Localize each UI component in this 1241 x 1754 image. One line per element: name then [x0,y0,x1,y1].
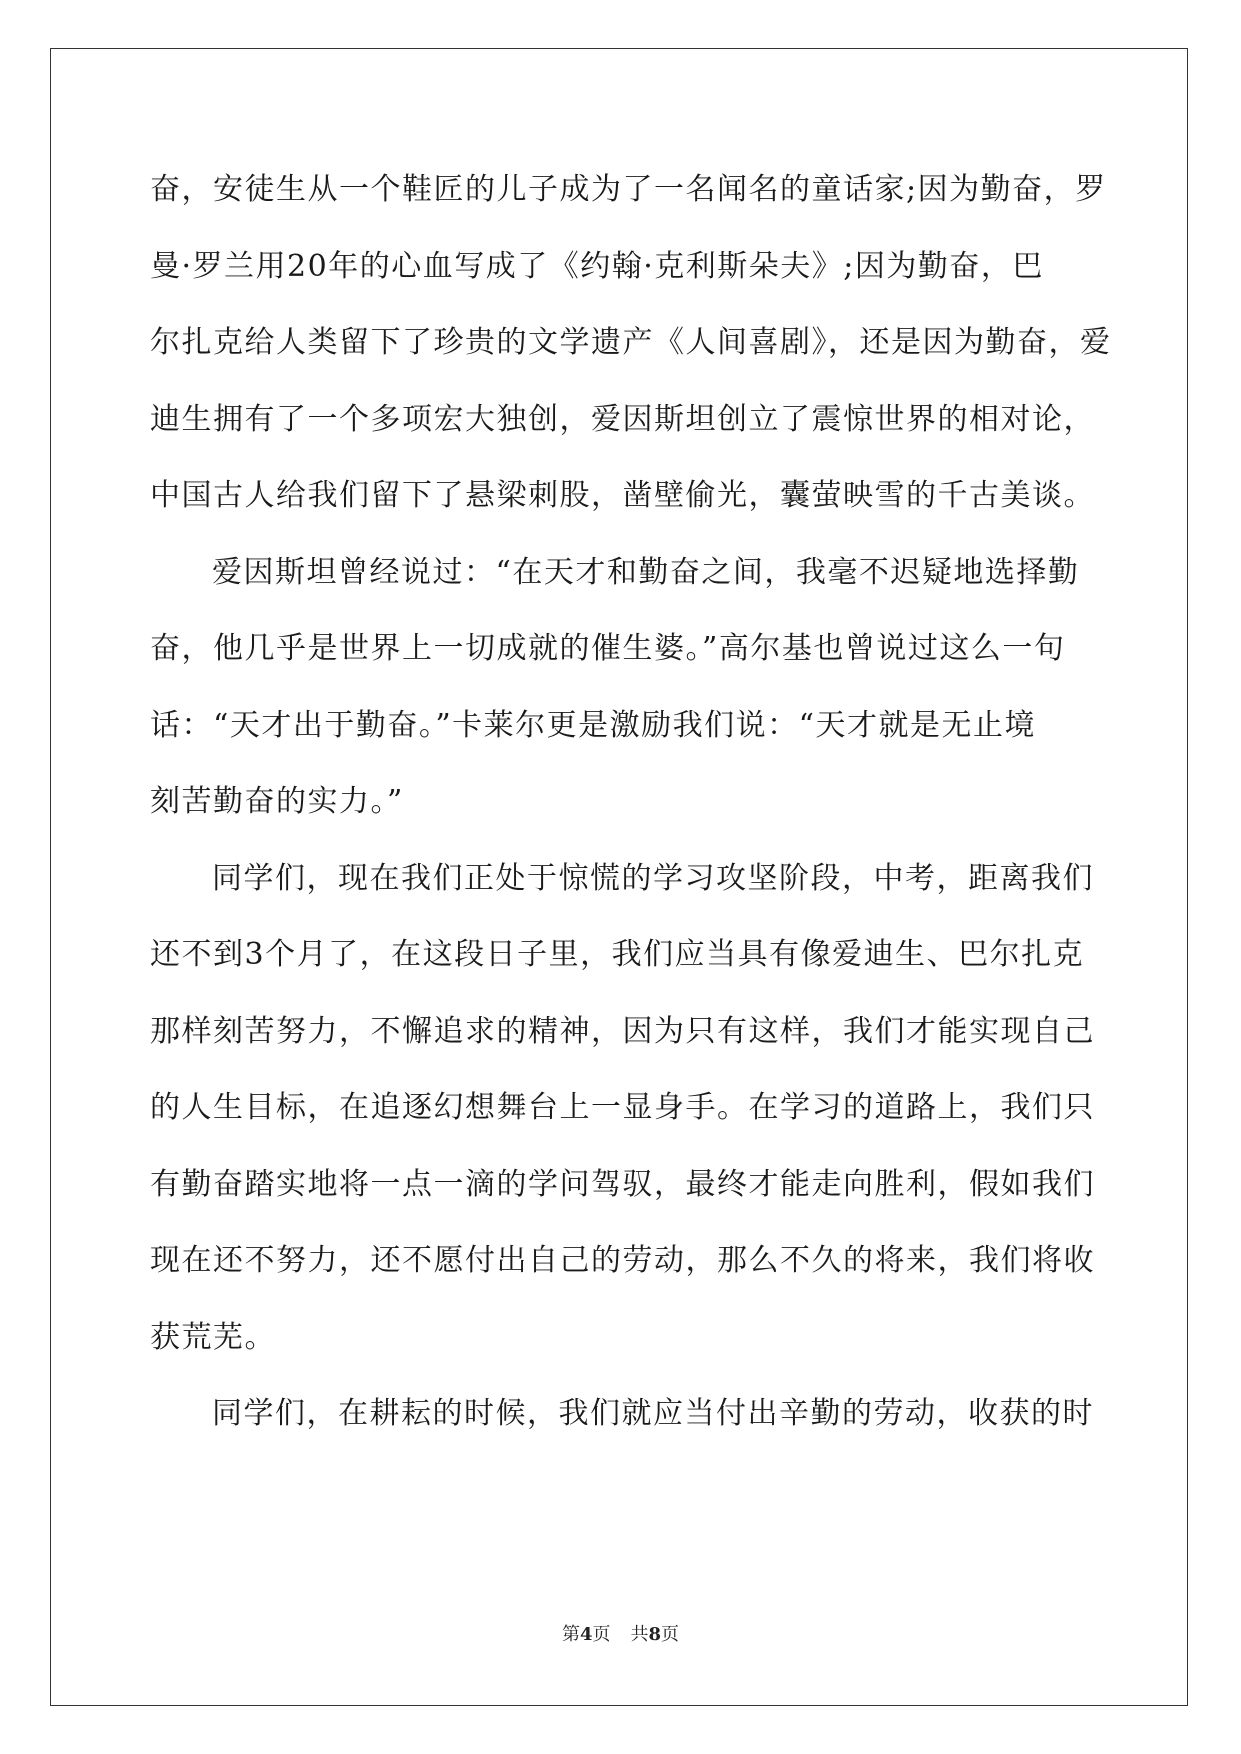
text-line: 奋，他几乎是世界上一切成就的催生婆。”高尔基也曾说过这么一句 [150,631,1066,666]
text-line: 那样刻苦努力，不懈追求的精神，因为只有这样，我们才能实现自己 [150,1013,1095,1049]
text-line: 迪生拥有了一个多项宏大独创，爱因斯坦创立了震惊世界的相对论， [150,401,1095,437]
page-suffix: 页 [592,1624,611,1645]
text-line: 尔扎克给人类留下了珍贵的文学遗产《人间喜剧》，还是因为勤奋，爱 [150,325,1112,360]
total-prefix: 共 [630,1624,649,1645]
paragraph-first-line: 爱因斯坦曾经说过：“在天才和勤奋之间，我毫不迟疑地选择勤 [212,554,1080,590]
document-body [150,152,1112,1453]
page-footer [0,1623,1241,1647]
text-line: 中国古人给我们留下了悬梁刺股，凿壁偷光，囊萤映雪的千古美谈。 [150,478,1095,513]
text-line: 奋，安徒生从一个鞋匠的儿子成为了一名闻名的童话家;因为勤奋，罗 [150,172,1107,207]
text-line: 的人生目标，在追逐幻想舞台上一显身手。在学习的道路上，我们只 [150,1090,1095,1125]
text-line: 话：“天才出于勤奋。”卡莱尔更是激励我们说：“天才就是无止境 [150,707,1037,743]
text-line: 有勤奋踏实地将一点一滴的学问驾驭，最终才能走向胜利，假如我们 [150,1166,1095,1202]
page-number: 4 [579,1624,593,1645]
paragraph-first-line: 同学们，在耕耘的时候，我们就应当付出辛勤的劳动，收获的时 [212,1396,1094,1431]
total-suffix: 页 [661,1624,680,1645]
total-pages: 8 [648,1624,662,1645]
text-line: 现在还不努力，还不愿付出自己的劳动，那么不久的将来，我们将收 [150,1243,1095,1278]
text-line: 刻苦勤奋的实力。” [150,784,404,819]
text-line: 获荒芜。 [150,1319,276,1355]
text-line: 还不到3个月了，在这段日子里，我们应当具有像爱迪生、巴尔扎克 [150,937,1085,972]
text-line: 曼·罗兰用20年的心血写成了《约翰·克利斯朵夫》;因为勤奋，巴 [150,248,1044,284]
paragraph-first-line: 同学们，现在我们正处于惊慌的学习攻坚阶段，中考，距离我们 [212,860,1094,896]
page-prefix: 第 [561,1624,580,1645]
